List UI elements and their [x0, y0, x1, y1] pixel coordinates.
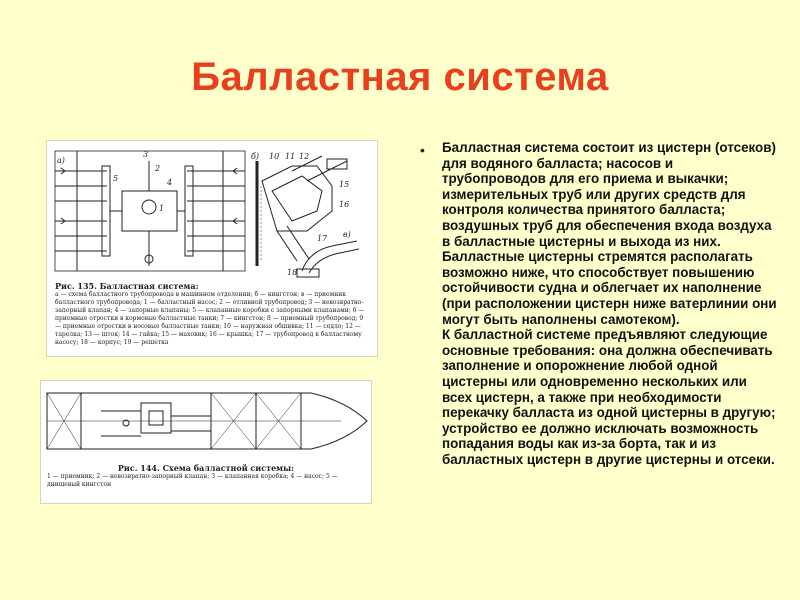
num-10: 10	[269, 152, 280, 161]
bullet-icon: •	[420, 142, 425, 158]
num-11: 11	[285, 152, 296, 161]
num-2: 2	[155, 164, 161, 173]
label-c: в)	[343, 230, 351, 239]
figure2-caption	[47, 463, 365, 489]
figure-ship-scheme	[40, 380, 372, 504]
num-3: 3	[143, 150, 149, 159]
label-b: б)	[251, 152, 260, 161]
num-1: 1	[159, 204, 165, 213]
figure1-caption-text: а — схема балластного трубопровода в машинном отделении; б — кингстон; в — приемник балластного трубопровода; 1 — балластный насос; 2 — отливной трубопровод; 3 — невозвратно-запорный клапан; 4 — запорные клапаны; 5 — клапанные коробки с запорными клапанами; 6 — приемные отростки в кормовые балластные танки; 7 — кингстон; 8 — приемный трубопровод; 9 — приемные отростки в носовые балластные танки; 10 — наружная обшивка; 11 — седло; 12 — тарелка; 13 — шток; 14 — гайка; 15 — маховик; 16 — крышка; 17 — трубопровод к балластному насосу; 18 — корпус; 19 — решетка	[55, 291, 365, 346]
figure-ballast-schematic	[46, 140, 378, 357]
bullet-text: Балластная система состоит из цистерн (отсеков) для водяного балласта; насосов и трубопроводов для его приема и выкачки; измерительных труб или других средств для контроля количества принятого балласта; воздушных труб для обеспечения входа воздуха в балластные цистерны и выхода из них. Балластные цистерны стремятся располагать возможно ниже, что способствует повышению остойчивости судна и облегчает их наполнение (при расположении цистерн ниже ватерлинии они могут быть наполнены самотеком). К балластной системе предъявляют следующие основные требования: она должна обеспечивать заполнение и опорожнение любой одной цистерны или одновременно нескольких или всех цистерн, а также при необходимости перекачку балласта из одной цистерны в другую; устройство ее должно исключать возможность попадания воды как из-за борта, так и из балластных цистерн в другие цистерны и отсеки.	[442, 140, 777, 467]
figure1-caption-title: Рис. 135. Балластная система:	[55, 281, 199, 291]
label-a: а)	[57, 156, 65, 165]
ship-drawing	[41, 381, 371, 459]
figure2-caption-title: Рис. 144. Схема балластной системы:	[117, 463, 295, 473]
num-5: 5	[113, 174, 119, 183]
num-12: 12	[299, 152, 310, 161]
slide-title: Балластная система	[191, 55, 609, 99]
figure2-caption-text: 1 — приемник; 2 — невозвратно-запорный клапан; 3 — клапанная коробка; 4 — насос; 5 — днищевый кингстон	[47, 473, 338, 488]
num-15: 15	[339, 180, 350, 189]
num-16: 16	[339, 200, 350, 209]
num-18: 18	[287, 268, 298, 277]
num-4: 4	[167, 178, 173, 187]
num-17: 17	[317, 234, 328, 243]
figure1-caption	[55, 281, 370, 347]
